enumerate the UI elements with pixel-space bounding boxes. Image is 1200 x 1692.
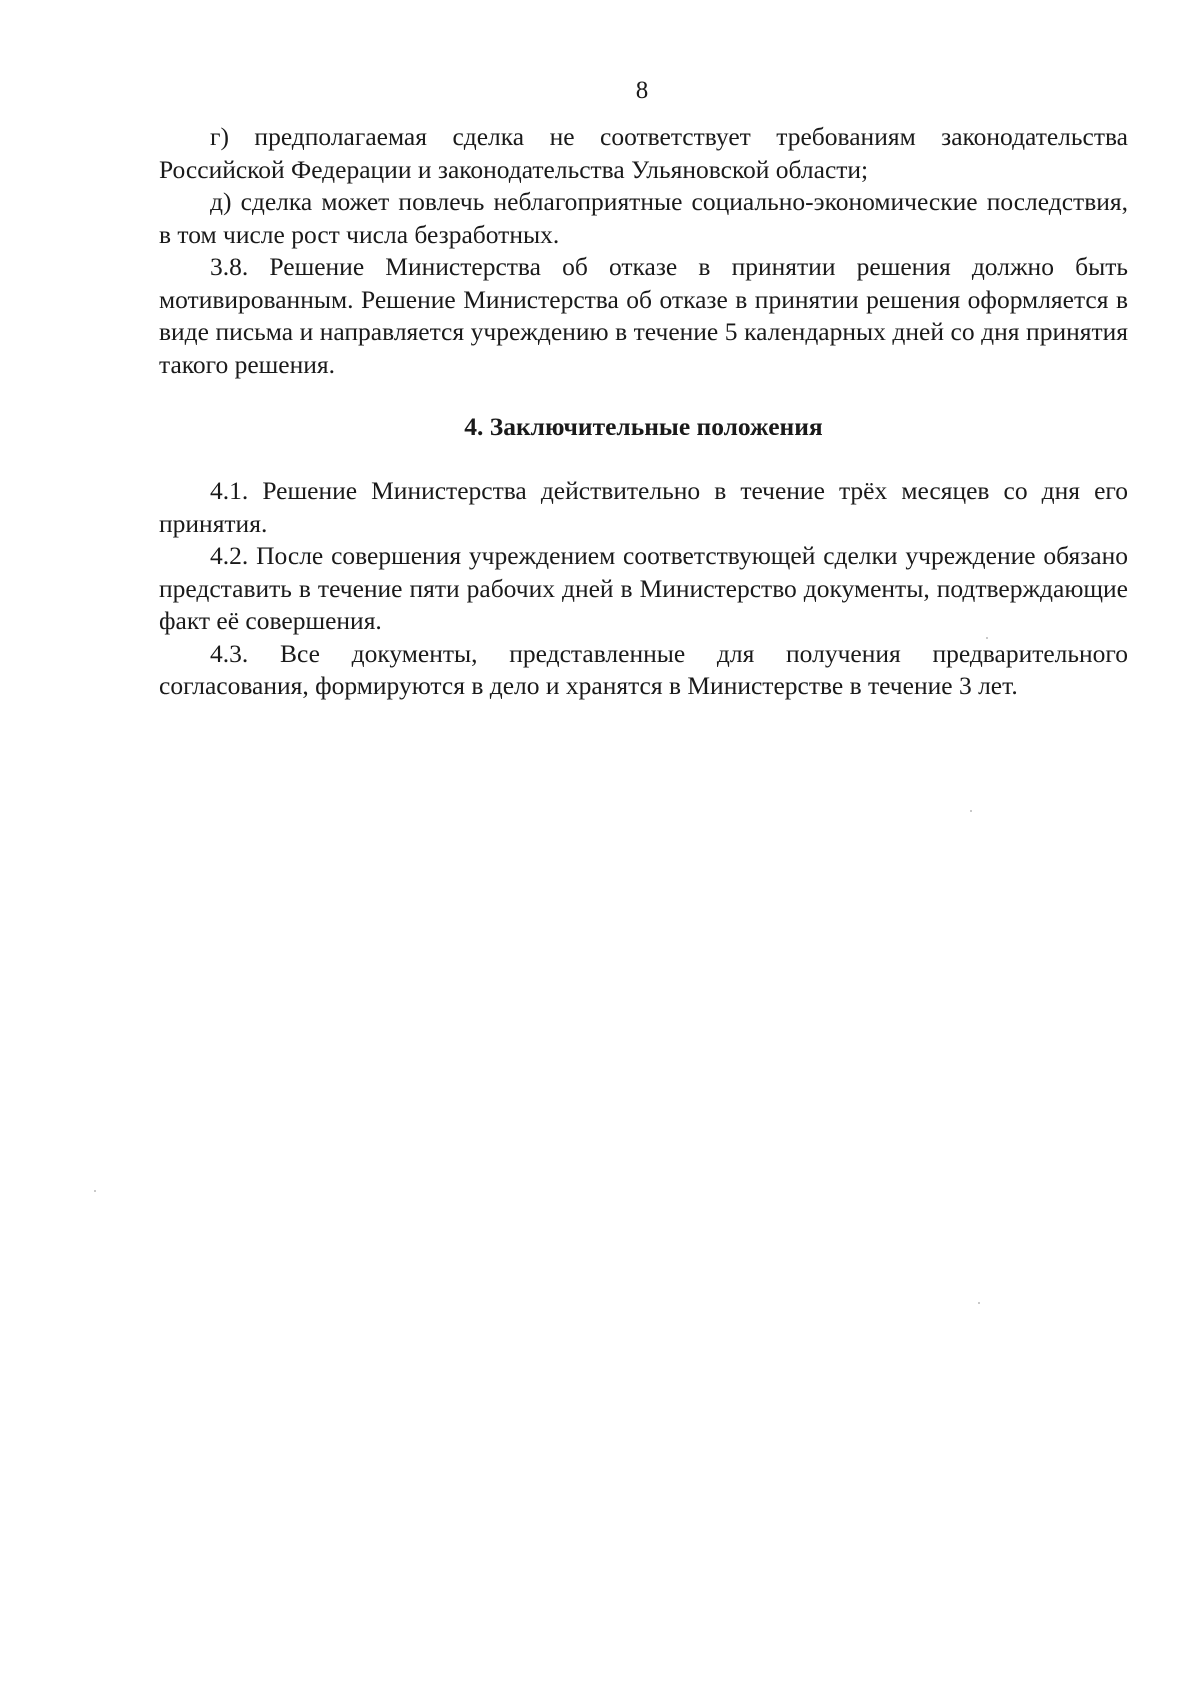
page-number: 8	[635, 77, 649, 104]
section-4-body	[159, 475, 1128, 703]
paragraph-4-1: 4.1. Решение Министерства действительно в течение трёх месяцев со дня его принятия.	[159, 476, 1128, 538]
section-3-continuation	[159, 121, 1128, 381]
scan-speck	[978, 1302, 980, 1304]
paragraph-3-7-g: г) предполагаемая сделка не соответствует требованиям законодательства Российской Федерации и законодательства Ульяновской области;	[159, 122, 1128, 184]
paragraph-3-7-d: д) сделка может повлечь неблагоприятные социально-экономические последствия, в том числе рост числа безработных.	[159, 187, 1128, 249]
scan-speck	[94, 1190, 96, 1192]
scan-speck	[986, 637, 988, 639]
section-4-heading: 4. Заключительные положения	[464, 412, 823, 441]
paragraph-3-8: 3.8. Решение Министерства об отказе в принятии решения должно быть мотивированным. Решение Министерства об отказе в принятии решения оформляется в виде письма и направляется учреждению в течение 5 календарных дней со дня принятия такого решения.	[159, 252, 1128, 379]
paragraph-4-2: 4.2. После совершения учреждением соответствующей сделки учреждение обязано представить в течение пяти рабочих дней в Министерство документы, подтверждающие факт её совершения.	[159, 541, 1128, 635]
scan-speck	[970, 810, 972, 812]
paragraph-4-3: 4.3. Все документы, представленные для получения предварительного согласования, формируются в дело и хранятся в Министерстве в течение 3 лет.	[159, 638, 1128, 700]
